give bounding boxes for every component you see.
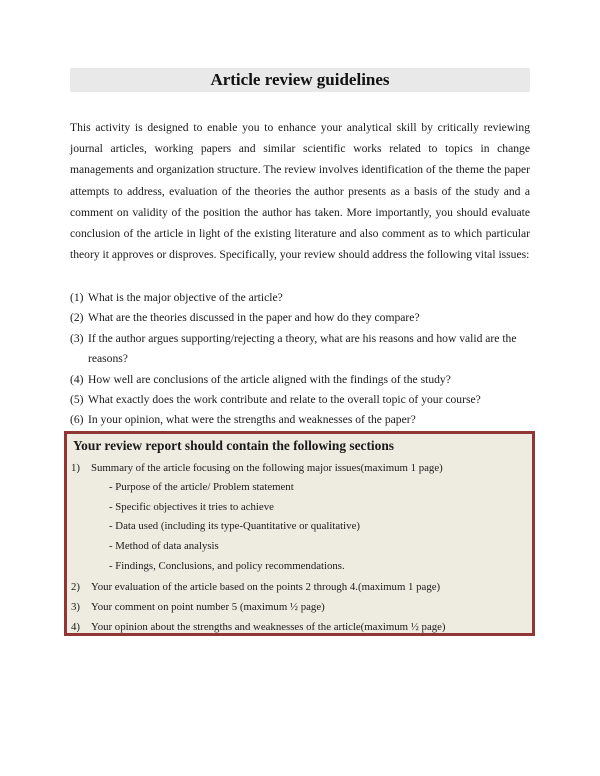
sub-list-item: - Method of data analysis	[109, 540, 219, 553]
list-item	[70, 288, 530, 308]
list-item	[70, 390, 530, 410]
title-bar	[70, 68, 530, 92]
report-sections-box	[64, 431, 535, 636]
list-item-text: How well are conclusions of the article aligned with the findings of the study?	[88, 372, 451, 386]
list-item-number: (5)	[70, 393, 84, 407]
list-item-text: Your evaluation of the article based on the points 2 through 4.(maximum 1 page)	[91, 580, 441, 593]
sub-list	[91, 478, 531, 577]
list-item	[70, 329, 530, 370]
sections-list	[71, 458, 531, 637]
list-item	[71, 617, 531, 637]
list-item-number: 2)	[71, 580, 80, 593]
list-item-number: (3)	[70, 331, 84, 345]
list-item-text: Your comment on point number 5 (maximum ½ page)	[91, 600, 325, 613]
sub-list-item: - Findings, Conclusions, and policy recommendations.	[109, 559, 345, 572]
list-item-text: If the author argues supporting/rejecting a theory, what are his reasons and how valid are the reasons?	[88, 331, 517, 366]
list-item-text: What is the major objective of the article?	[88, 291, 283, 304]
sub-list-item: - Data used (including its type-Quantitative or qualitative)	[109, 520, 360, 533]
list-item	[71, 458, 531, 577]
list-item-text: In your opinion, what were the strengths and weaknesses of the paper?	[88, 413, 416, 427]
list-item-number: (6)	[70, 413, 84, 427]
list-item-text: Your opinion about the strengths and weaknesses of the article(maximum ½ page)	[91, 620, 446, 633]
list-item	[70, 308, 530, 328]
questions-list	[70, 288, 530, 431]
list-item-number: (4)	[70, 372, 84, 386]
list-item	[71, 577, 531, 597]
list-item-number: 4)	[71, 620, 80, 633]
intro-paragraph: This activity is designed to enable you to enhance your analytical skill by critically reviewing journal articles, working papers and similar scientific works related to topics in change managements and organization structure. The review involves identification of the theme the paper attempts to address, evaluation of the theories the author presents as a basis of the study and a comment on validity of the position the author has taken. More importantly, you should evaluate conclusion of the article in light of the existing literature and also comment as to which particular theory it approves or disproves. Specifically, your review should address the following vital issues:	[70, 121, 530, 262]
list-item-text: What are the theories discussed in the paper and how do they compare?	[88, 311, 420, 325]
list-item	[70, 410, 530, 430]
list-item	[71, 597, 531, 617]
sub-list-item: - Specific objectives it tries to achieve	[109, 500, 274, 513]
sub-list-item: - Purpose of the article/ Problem statement	[109, 481, 294, 493]
list-item-number: (2)	[70, 311, 84, 325]
list-item-text: What exactly does the work contribute and relate to the overall topic of your course?	[88, 393, 481, 407]
page-title: Article review guidelines	[210, 70, 390, 89]
list-item-text: Summary of the article focusing on the following major issues(maximum 1 page)	[91, 462, 443, 474]
list-item-number: (1)	[70, 291, 84, 304]
list-item-number: 1)	[71, 462, 80, 474]
box-heading: Your review report should contain the following sections	[73, 438, 395, 453]
list-item-number: 3)	[71, 600, 80, 613]
list-item	[70, 370, 530, 390]
